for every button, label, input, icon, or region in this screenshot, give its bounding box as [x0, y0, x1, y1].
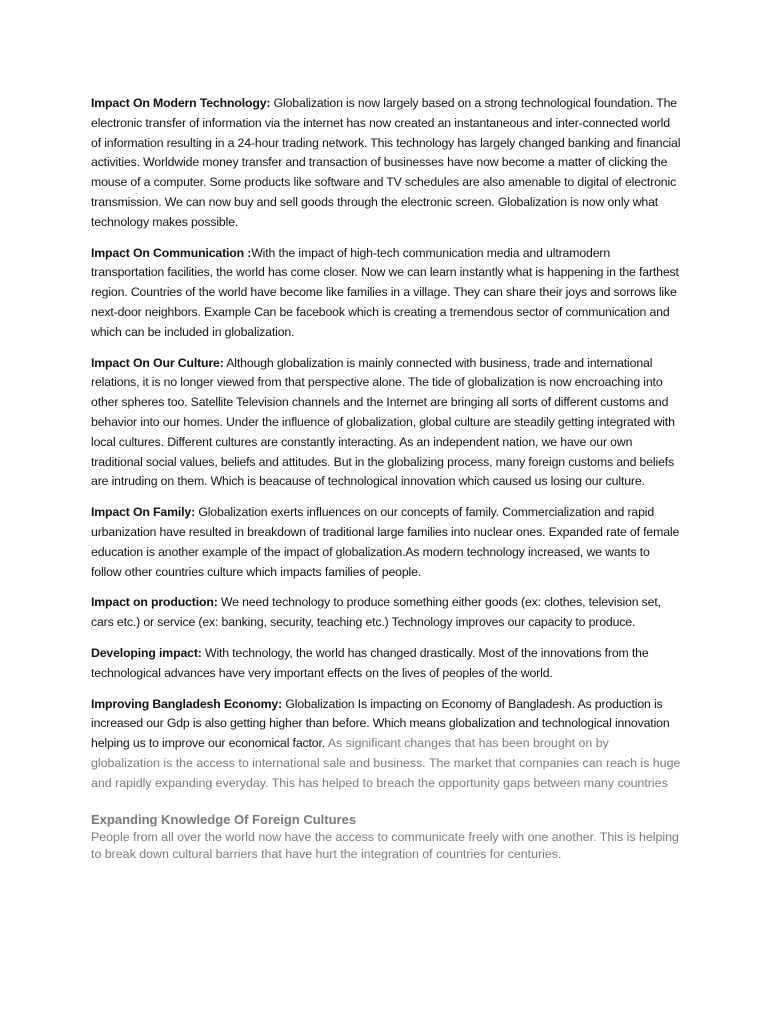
section-trailing-text: As significant changes that has been brought on by globalization is the access to international sale and business. The market that companies can reach is huge and rapidly expanding everyday. This has helped to breach the opportunity gaps between many countries: [91, 736, 681, 790]
subheading: Expanding Knowledge Of Foreign Cultures: [91, 811, 357, 827]
document-page: [91, 94, 681, 863]
section-body: Globalization is now largely based on a strong technological foundation. The electronic transfer of information via the internet has now created an instantaneous and inter-connected world of information resulting in a 24-hour trading network. This technology has largely changed banking and financial activities. Worldwide money transfer and transaction of businesses have now become a matter of clicking the mouse of a computer. Some products like software and TV schedules are also amenable to digital of electronic transmission. We can now buy and sell goods through the electronic screen. Globalization is now only what technology makes possible.: [91, 96, 681, 229]
section-developing: [91, 644, 681, 684]
section-lead: Developing impact:: [91, 645, 202, 660]
section-family: [91, 503, 681, 582]
section-culture: [91, 354, 681, 493]
section-modern-technology: [91, 94, 681, 233]
section-body: Globalization Is impacting on Economy of Bangladesh. As production is increased our Gdp is also getting higher than before. Which means globalization and technological innovation helping us to improve our economical factor.: [91, 696, 670, 751]
section-bangladesh-economy: [91, 695, 681, 794]
section-body: With the impact of high-tech communication media and ultramodern transportation facilities, the world has come closer. Now we can learn instantly what is happening in the farthest region. Countries of the world have become like families in a village. They can share their joys and sorrows like next-door neighbors. Example Can be facebook which is creating a tremendous sector of communication and which can be included in globalization.: [91, 245, 679, 339]
section-lead: Impact On Modern Technology:: [91, 96, 271, 110]
section-lead: Impact On Our Culture:: [91, 355, 224, 370]
section-lead: Improving Bangladesh Economy:: [91, 696, 283, 711]
section-lead: Impact on production:: [91, 595, 218, 610]
final-paragraph: People from all over the world now have the access to communicate freely with one another. This is helping to break down cultural barriers that have hurt the integration of countries for centuries.: [91, 829, 679, 861]
section-lead: Impact On Family:: [91, 505, 196, 520]
section-body: With technology, the world has changed drastically. Most of the innovations from the technological advances have very important effects on the lives of peoples of the world.: [91, 645, 649, 680]
section-body: Although globalization is mainly connected with business, trade and international relations, it is no longer viewed from that perspective alone. The tide of globalization is now encroaching into other spheres too. Satellite Television channels and the Internet are bringing all sorts of different customs and behavior into our homes. Under the influence of globalization, global culture are steadily getting integrated with local cultures. Different cultures are constantly interacting. As an independent nation, we have our own traditional social values, beliefs and attitudes. But in the globalizing process, many foreign customs and beliefs are intruding on them. Which is beacause of technological innovation which caused us losing our culture.: [91, 355, 675, 489]
section-lead: Impact On Communication :: [91, 245, 252, 260]
section-production: [91, 593, 681, 633]
section-body: We need technology to produce something either goods (ex: clothes, television set, cars etc.) or service (ex: banking, security, teaching etc.) Technology improves our capacity to produce.: [91, 595, 661, 630]
section-communication: [91, 244, 681, 343]
section-body: Globalization exerts influences on our concepts of family. Commercialization and rapid urbanization have resulted in breakdown of traditional large families into nuclear ones. Expanded rate of female education is another example of the impact of globalization.As modern technology increased, we wants to follow other countries culture which impacts families of people.: [91, 505, 680, 579]
